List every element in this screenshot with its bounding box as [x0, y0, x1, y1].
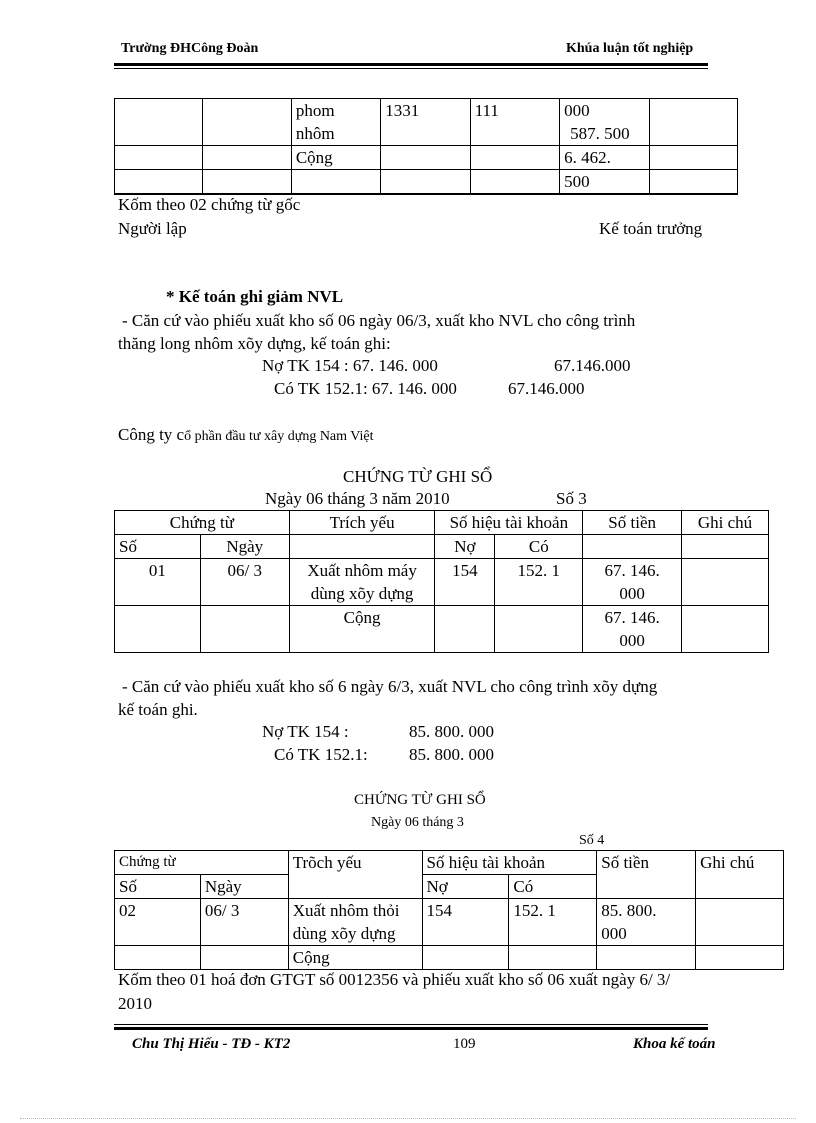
cell-amount: 000 [619, 584, 645, 603]
footer-author: Chu Thị Hiếu - TĐ - KT2 [132, 1036, 291, 1052]
voucher-date: Ngày 06 tháng 3 năm 2010 [265, 489, 450, 508]
cell-amount: 67. 146. [604, 561, 660, 580]
paragraph-line: - Căn cứ vào phiếu xuất kho số 6 ngày 6/3, xuất NVL cho công trình xõy dựng [122, 677, 658, 696]
cell-day: 06/ 3 [200, 559, 289, 606]
voucher-table [114, 850, 784, 970]
table-row [115, 99, 738, 146]
credit-entry: Có TK 152.1: 67. 146. 000 [274, 379, 457, 398]
total-amount: 6. 462. [560, 146, 649, 170]
cell-no: 01 [115, 559, 201, 606]
table-row [115, 146, 738, 170]
col-day: Ngày [200, 875, 288, 899]
header-school: Trường ĐHCông Đoàn [121, 41, 259, 56]
col-credit: Có [495, 535, 583, 559]
voucher-number: Số 3 [556, 489, 587, 508]
header-rule [114, 63, 708, 66]
cell-credit: 152. 1 [495, 559, 583, 606]
col-debit: Nợ [422, 875, 509, 899]
cell-item: nhôm [295, 124, 335, 143]
table-header-row [115, 535, 769, 559]
col-debit: Nợ [435, 535, 495, 559]
voucher-table [114, 510, 769, 653]
voucher-date: Ngày 06 tháng 3 [371, 815, 464, 830]
debit-amount: 85. 800. 000 [409, 722, 494, 741]
col-amount: Số tiền [597, 851, 696, 899]
chief-accountant-label: Kế toán trưởng [599, 219, 703, 238]
col-amount: Số tiền [583, 511, 682, 535]
cell-debit: 154 [422, 899, 509, 946]
company-name [118, 425, 374, 445]
attach-note: Kốm theo 02 chứng từ gốc [118, 195, 301, 214]
attach-note-cont: 2010 [118, 994, 152, 1013]
table-header-row [115, 511, 769, 535]
voucher-number: Số 4 [579, 833, 605, 848]
total-label: Cộng [288, 946, 422, 970]
attach-note: Kốm theo 01 hoá đơn GTGT số 0012356 và phiếu xuất kho số 06 xuất ngày 6/ 3/ [118, 970, 671, 989]
footer-faculty: Khoa kế toán [633, 1036, 716, 1052]
credit-amount: 85. 800. 000 [409, 745, 494, 764]
table-row [115, 559, 769, 606]
col-summary: Trích yếu [289, 511, 435, 535]
col-voucher: Chứng từ [115, 851, 289, 875]
col-day: Ngày [200, 535, 289, 559]
table-row [115, 946, 784, 970]
company-name-prefix: Công ty c [118, 425, 185, 444]
debit-entry: Nợ TK 154 : [262, 722, 349, 741]
paragraph-line: kế toán ghi. [118, 700, 198, 719]
col-summary: Trõch yếu [288, 851, 422, 899]
company-name-rest: ổ phần đầu tư xây dựng Nam Việt [184, 429, 374, 444]
total-amount: 67. 146. [604, 608, 660, 627]
cell-credit: 152. 1 [509, 899, 597, 946]
cell-summary: dùng xõy dựng [292, 924, 396, 943]
cell-no: 02 [115, 899, 201, 946]
debit-entry: Nợ TK 154 : 67. 146. 000 [262, 356, 438, 375]
section-title: * Kế toán ghi giảm NVL [166, 287, 344, 306]
cell-debit: 1331 [381, 99, 470, 146]
voucher-title: CHỨNG TỪ GHI SỔ [343, 467, 493, 486]
cell-credit: 111 [470, 99, 559, 146]
page-edge-dotted-line [20, 1118, 796, 1119]
col-voucher: Chứng từ [115, 511, 290, 535]
cell-amount: 85. 800. [601, 901, 657, 920]
page-number: 109 [453, 1036, 476, 1052]
credit-amount: 67.146.000 [508, 379, 585, 398]
footer-rule [114, 1027, 708, 1030]
col-no: Số [115, 535, 201, 559]
cell-amount: 000 [601, 924, 627, 943]
total-amount: 000 [619, 631, 645, 650]
cell-amount: 000 [564, 101, 590, 120]
col-account: Số hiệu tài khoản [435, 511, 583, 535]
voucher-title: CHỨNG TỪ GHI SỔ [354, 792, 486, 808]
cell-summary: Xuất nhôm máy [307, 561, 417, 580]
continuation-table [114, 98, 738, 195]
cell-summary: Xuất nhôm thỏi [292, 901, 400, 920]
table-row [115, 170, 738, 195]
footer-rule-thin [114, 1024, 708, 1025]
total-label: Cộng [289, 606, 435, 653]
paragraph-line: - Căn cứ vào phiếu xuất kho số 06 ngày 06/3, xuất kho NVL cho công trình [122, 311, 636, 330]
table-row [115, 899, 784, 946]
col-note: Ghi chú [682, 511, 769, 535]
cell-item: phom [295, 101, 335, 120]
total-label: Cộng [291, 146, 380, 170]
col-note: Ghi chú [696, 851, 784, 899]
table-row [115, 606, 769, 653]
cell-day: 06/ 3 [200, 899, 288, 946]
header-rule-thin [114, 68, 708, 69]
col-no: Số [115, 875, 201, 899]
col-account: Số hiệu tài khoản [422, 851, 597, 875]
debit-amount: 67.146.000 [554, 356, 631, 375]
credit-entry: Có TK 152.1: [274, 745, 368, 764]
paragraph-line: thăng long nhôm xõy dựng, kế toán ghi: [118, 334, 391, 353]
cell-summary: dùng xõy dựng [310, 584, 414, 603]
cell-debit: 154 [435, 559, 495, 606]
total-amount-cont: 500 [560, 170, 649, 195]
header-thesis: Khúa luận tốt nghiệp [566, 41, 694, 56]
col-credit: Có [509, 875, 597, 899]
cell-amount: 587. 500 [570, 124, 630, 143]
table-header-row [115, 851, 784, 875]
preparer-label: Người lập [118, 219, 187, 238]
